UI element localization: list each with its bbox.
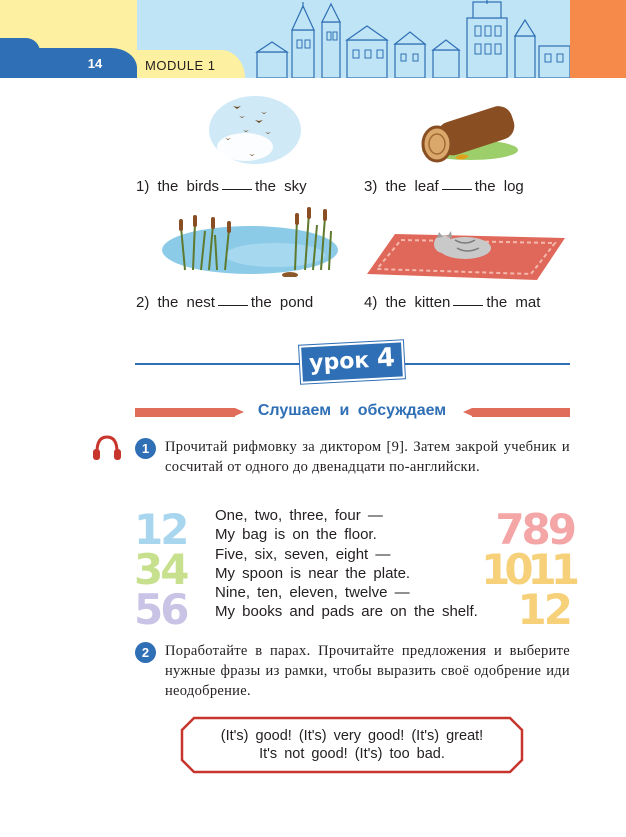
header-orange-corner: [570, 0, 626, 78]
digits-1011: 1011: [481, 545, 574, 594]
birds-sky-picture: [205, 92, 305, 167]
exercise-1-number: 1): [136, 178, 150, 195]
exercise-2-after: the pond: [250, 294, 314, 311]
section-title: Слушаем и обсуждаем: [257, 402, 447, 419]
task-1-instructions: Прочитай рифмовку за диктором [9]. Затем закрой учебник и сосчитай от одного до двенадцати по-английски.: [165, 439, 570, 475]
exercise-2-before: the nest: [157, 294, 215, 311]
rhyme: [215, 506, 478, 622]
task-2-number: 2: [135, 642, 156, 663]
header-blue-wave: [0, 48, 137, 78]
exercise-2-blank[interactable]: [218, 305, 248, 306]
digits-12-right: 12: [517, 585, 570, 634]
kitten-mat-picture: [365, 222, 570, 284]
exercise-1-blank[interactable]: [222, 189, 252, 190]
lesson-number: 4: [376, 342, 396, 374]
exercise-1-before: the birds: [157, 178, 220, 195]
exercise-3: [364, 178, 524, 195]
phrase-line-2: It's not good! (It's) too bad.: [259, 746, 445, 762]
phrase-box-text: [180, 727, 524, 763]
digits-56: 56: [134, 585, 187, 634]
exercise-2: [136, 294, 313, 311]
exercise-3-number: 3): [364, 178, 378, 195]
exercise-1-after: the sky: [255, 178, 307, 195]
lesson-word: урок: [308, 348, 370, 377]
exercise-4-before: the kitten: [385, 294, 451, 311]
rhyme-line-3: Five, six, seven, eight —: [215, 545, 391, 563]
exercise-3-blank[interactable]: [442, 189, 472, 190]
exercise-3-after: the log: [474, 178, 524, 195]
exercise-3-before: the leaf: [385, 178, 439, 195]
rhyme-line-2: My bag is on the floor.: [215, 526, 377, 544]
lesson-title: [299, 342, 404, 377]
page-number: 14: [87, 56, 103, 71]
task-2-instructions: Поработайте в парах. Прочитайте предложения и выберите нужные фразы из рамки, чтобы выразить своё одобрение иди неодобрение.: [165, 643, 570, 699]
digits-left: [134, 505, 187, 634]
phrase-line-1: (It's) good! (It's) very good! (It's) great!: [220, 728, 484, 744]
exercise-4-number: 4): [364, 294, 378, 311]
section-bar-left: [135, 408, 235, 417]
rhyme-line-5: Nine, ten, eleven, twelve —: [215, 584, 410, 602]
exercise-4-blank[interactable]: [453, 305, 483, 306]
headphones-icon: [92, 434, 122, 462]
section-bar-right: [472, 408, 570, 417]
nest-pond-picture: [155, 205, 345, 277]
digits-12: 12: [134, 505, 187, 554]
leaf-log-picture: [415, 92, 520, 167]
rhyme-line-4: My spoon is near the plate.: [215, 564, 411, 582]
rhyme-line-6: My books and pads are on the shelf.: [215, 603, 478, 621]
exercise-4-after: the mat: [486, 294, 541, 311]
task-1-number: 1: [135, 438, 156, 459]
exercise-1: [136, 178, 307, 195]
exercise-4: [364, 294, 540, 311]
digits-right: [474, 505, 574, 634]
digits-34: 34: [134, 545, 187, 594]
exercise-2-number: 2): [136, 294, 150, 311]
rhyme-line-1: One, two, three, four —: [215, 507, 383, 524]
digits-789: 789: [495, 505, 574, 554]
module-label: MODULE 1: [145, 58, 216, 73]
